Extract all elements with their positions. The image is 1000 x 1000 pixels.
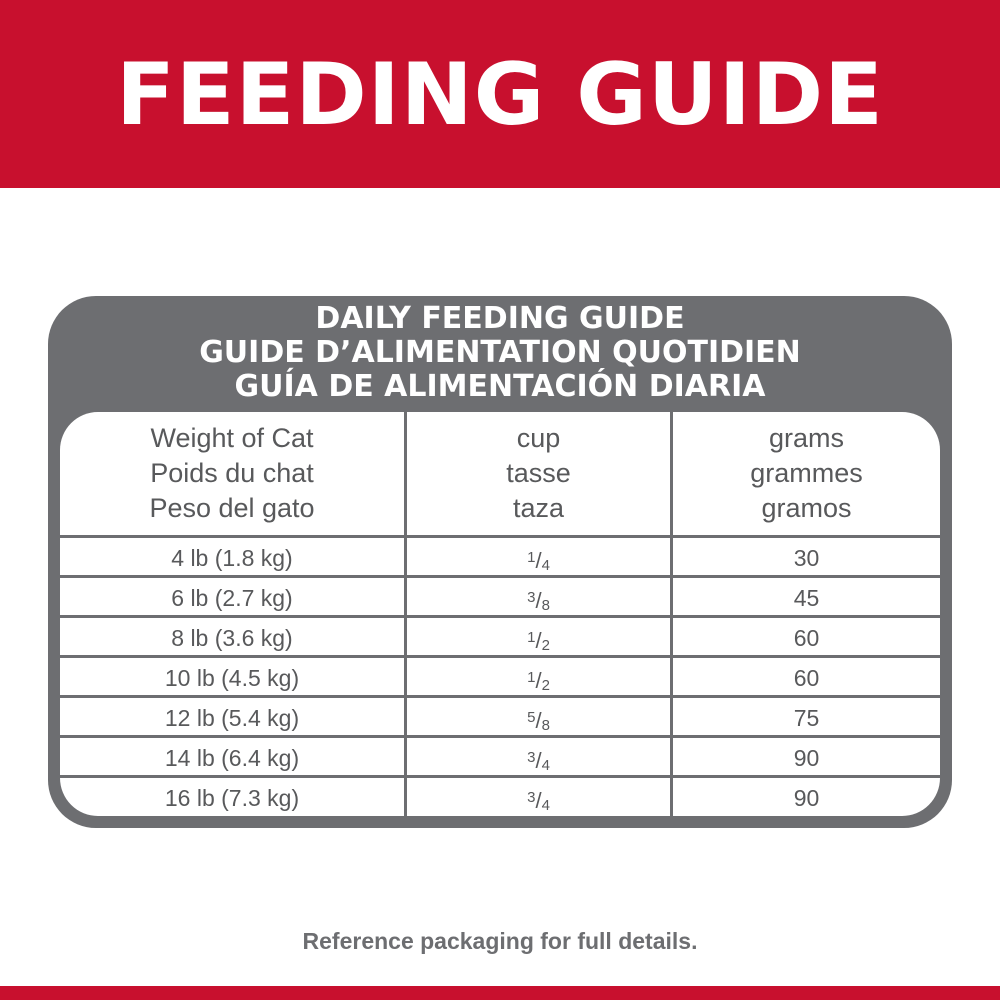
- grams-cell: 75: [793, 705, 820, 731]
- cup-cell: $^1/_4$: [527, 548, 550, 574]
- column-header-line: taza: [512, 493, 565, 523]
- column-header-line: grams: [768, 423, 844, 453]
- cup-cell: $^1/_2$: [527, 668, 550, 694]
- column-header-line: Peso del gato: [149, 493, 315, 523]
- cup-denominator: 8: [541, 717, 550, 734]
- feeding-table: [60, 412, 940, 816]
- cup-numerator: 3: [527, 749, 536, 766]
- column-header-line: tasse: [506, 458, 571, 488]
- table-row: [60, 538, 940, 575]
- column-header-cup: [407, 412, 670, 538]
- cup-denominator: 8: [541, 597, 550, 614]
- daily-feeding-guide-panel: [48, 296, 952, 828]
- cup-numerator: 3: [527, 789, 536, 806]
- cup-numerator: 5: [527, 709, 536, 726]
- cup-denominator: 2: [541, 677, 550, 694]
- weight-cell: 4 lb (1.8 kg): [171, 545, 293, 571]
- column-header-weight: [60, 412, 404, 538]
- cup-cell: $^3/_4$: [527, 748, 550, 774]
- grams-cell: 60: [793, 665, 820, 691]
- weight-cell: 14 lb (6.4 kg): [164, 745, 300, 771]
- cup-cell: $^3/_8$: [527, 588, 550, 614]
- table-row: [60, 778, 940, 815]
- cup-numerator: 1: [527, 549, 536, 566]
- column-header-line: Weight of Cat: [150, 423, 314, 453]
- footnote: Reference packaging for full details.: [302, 928, 698, 954]
- guide-title: [48, 302, 952, 404]
- column-header-line: gramos: [761, 493, 852, 523]
- grams-cell: 45: [793, 585, 820, 611]
- guide-title-spanish: GUÍA DE ALIMENTACIÓN DIARIA: [234, 369, 766, 404]
- weight-cell: 6 lb (2.7 kg): [171, 585, 293, 611]
- table-row: [60, 658, 940, 695]
- weight-cell: 8 lb (3.6 kg): [171, 625, 293, 651]
- cup-numerator: 1: [527, 669, 536, 686]
- cup-cell: $^5/_8$: [527, 708, 550, 734]
- column-header-line: cup: [516, 423, 561, 453]
- table-row: [60, 578, 940, 615]
- cup-cell: $^1/_2$: [527, 628, 550, 654]
- column-header-line: Poids du chat: [150, 458, 314, 488]
- column-header-line: grammes: [750, 458, 863, 488]
- guide-title-french: GUIDE D’ALIMENTATION QUOTIDIEN: [199, 335, 801, 370]
- cup-denominator: 4: [541, 757, 550, 774]
- cup-denominator: 2: [541, 637, 550, 654]
- grams-cell: 60: [793, 625, 820, 651]
- cup-numerator: 1: [527, 629, 536, 646]
- page-title: FEEDING GUIDE: [116, 45, 884, 145]
- table-row: [60, 698, 940, 735]
- cup-denominator: 4: [541, 557, 550, 574]
- table-row: [60, 618, 940, 655]
- weight-cell: 16 lb (7.3 kg): [164, 785, 300, 811]
- bottom-accent-bar: [0, 986, 1000, 1000]
- header-banner: [0, 0, 1000, 188]
- weight-cell: 12 lb (5.4 kg): [164, 705, 300, 731]
- column-header-grams: [673, 412, 940, 538]
- cup-cell: $^3/_4$: [527, 788, 550, 814]
- table-row: [60, 738, 940, 775]
- grams-cell: 90: [793, 745, 820, 771]
- weight-cell: 10 lb (4.5 kg): [164, 665, 300, 691]
- guide-title-english: DAILY FEEDING GUIDE: [315, 301, 685, 336]
- grams-cell: 90: [793, 785, 820, 811]
- cup-numerator: 3: [527, 589, 536, 606]
- grams-cell: 30: [793, 545, 820, 571]
- cup-denominator: 4: [541, 797, 550, 814]
